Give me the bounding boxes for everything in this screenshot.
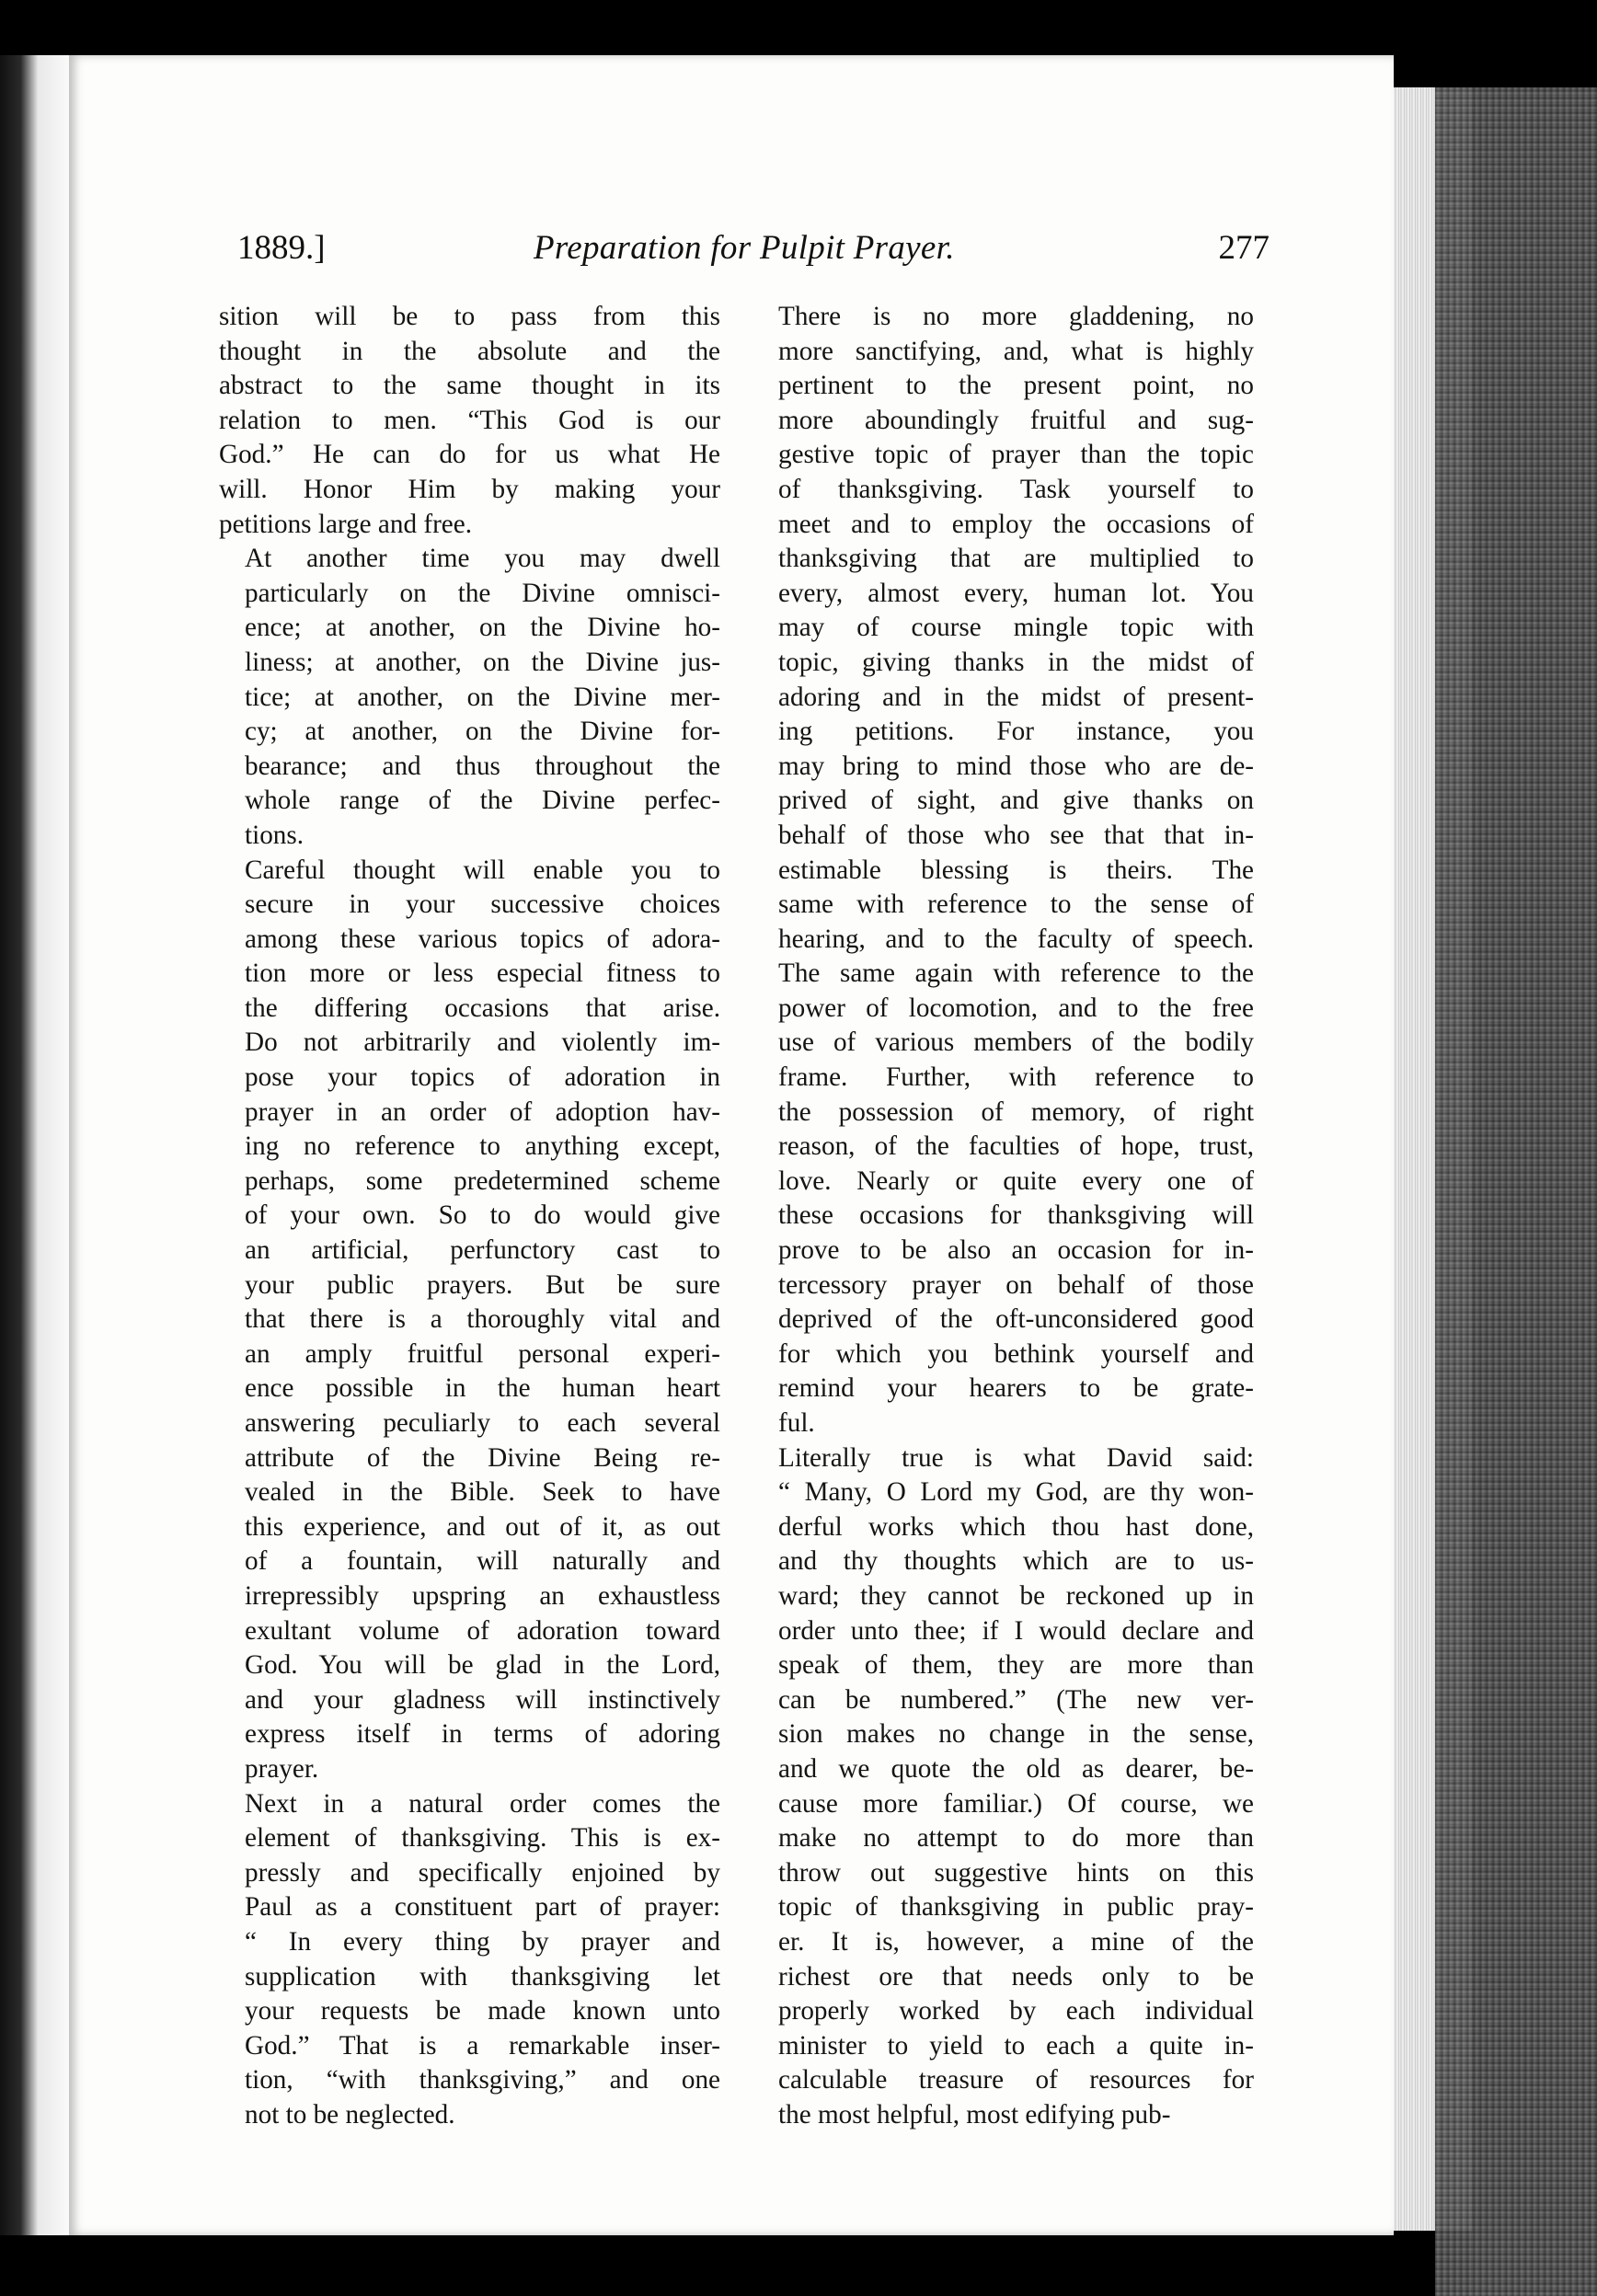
text-line: love. Nearly or quite every one of [778, 1165, 1254, 1196]
text-line: ing no reference to anything except, [245, 1131, 720, 1162]
text-line: reason, of the faculties of hope, trust, [778, 1131, 1254, 1162]
text-line: of thanksgiving. Task yourself to [778, 474, 1254, 504]
text-line: these occasions for thanksgiving will [778, 1200, 1254, 1231]
text-line: petitions large and free. [219, 509, 473, 539]
text-line: thanksgiving that are multiplied to [778, 544, 1254, 574]
header-year: 1889.] [237, 229, 326, 267]
text-line: tion, “with thanksgiving,” and one [245, 2065, 720, 2095]
text-line: cy; at another, on the Divine for- [245, 717, 720, 747]
left-column [219, 300, 720, 2132]
paragraph [219, 854, 720, 1787]
text-line: calculable treasure of resources for [778, 2065, 1254, 2095]
text-line: secure in your successive choices [245, 890, 720, 920]
text-line: Do not arbitrarily and violently im- [245, 1027, 720, 1058]
text-line: perhaps, some predetermined scheme [245, 1165, 720, 1196]
text-line: of a fountain, will naturally and [245, 1546, 720, 1577]
text-line: the differing occasions that arise. [245, 993, 720, 1023]
text-line: prove to be also an occasion for in- [778, 1235, 1254, 1266]
text-line: can be numbered.” (The new ver- [778, 1684, 1254, 1715]
paragraph [219, 542, 720, 853]
text-line: “ Many, O Lord my God, are thy won- [778, 1477, 1254, 1508]
text-line: of your own. So to do would give [245, 1200, 720, 1231]
text-line: ing petitions. For instance, you [778, 717, 1254, 747]
text-line: for which you bethink yourself and [778, 1338, 1254, 1369]
text-line: ence; at another, on the Divine ho- [245, 613, 720, 643]
text-line: the possession of memory, of right [778, 1096, 1254, 1127]
text-line: power of locomotion, and to the free [778, 993, 1254, 1023]
text-line: every, almost every, human lot. You [778, 578, 1254, 608]
text-line: sion makes no change in the sense, [778, 1719, 1254, 1750]
text-line: deprived of the oft-unconsidered good [778, 1304, 1254, 1335]
scan-binding-shadow [0, 55, 69, 2235]
text-line: liness; at another, on the Divine jus- [245, 647, 720, 677]
text-line: prived of sight, and give thanks on [778, 786, 1254, 816]
text-line: make no attempt to do more than [778, 1823, 1254, 1854]
text-line: among these various topics of adora- [245, 924, 720, 954]
text-line: hearing, and to the faculty of speech. [778, 924, 1254, 954]
text-line: God.” That is a remarkable inser- [245, 2030, 720, 2061]
paragraph [219, 1787, 720, 2133]
text-line: use of various members of the bodily [778, 1027, 1254, 1058]
text-line: may of course mingle topic with [778, 613, 1254, 643]
page-number: 277 [1218, 229, 1270, 267]
text-line: “ In every thing by prayer and [245, 1926, 720, 1957]
text-line: remind your hearers to be grate- [778, 1373, 1254, 1404]
text-line: throw out suggestive hints on this [778, 1857, 1254, 1888]
text-line: exultant volume of adoration toward [245, 1615, 720, 1646]
text-line: more sanctifying, and, what is highly [778, 336, 1254, 366]
text-line: will. Honor Him by making your [219, 474, 720, 504]
text-line: There is no more gladdening, no [778, 302, 1254, 331]
text-line: cause more familiar.) Of course, we [778, 1788, 1254, 1819]
text-line: abstract to the same thought in its [219, 371, 720, 401]
text-line: whole range of the Divine perfec- [245, 786, 720, 816]
text-line: gestive topic of prayer than the topic [778, 440, 1254, 470]
text-line: same with reference to the sense of [778, 890, 1254, 920]
text-line: relation to men. “This God is our [219, 405, 720, 435]
text-line: The same again with reference to the [778, 959, 1254, 989]
text-line: ward; they cannot be reckoned up in [778, 1580, 1254, 1611]
text-line: Literally true is what David said: [778, 1442, 1254, 1473]
text-line: tions. [245, 820, 304, 850]
text-line: speak of them, they are more than [778, 1650, 1254, 1681]
text-line: Next in a natural order comes the [245, 1788, 720, 1819]
text-line: your requests be made known unto [245, 1996, 720, 2026]
text-line: pertinent to the present point, no [778, 371, 1254, 401]
header-title: Preparation for Pulpit Prayer. [534, 229, 955, 267]
right-column [753, 300, 1254, 2132]
text-line: that there is a thoroughly vital and [245, 1304, 720, 1335]
text-line: frame. Further, with reference to [778, 1062, 1254, 1093]
text-line: minister to yield to each a quite in- [778, 2030, 1254, 2061]
text-line: Careful thought will enable you to [245, 855, 720, 885]
text-line: ful. [778, 1408, 815, 1438]
text-line: more aboundingly fruitful and sug- [778, 405, 1254, 435]
text-line: answering peculiarly to each several [245, 1408, 720, 1438]
text-line: adoring and in the midst of present- [778, 682, 1254, 712]
text-line: vealed in the Bible. Seek to have [245, 1477, 720, 1508]
text-line: an amply fruitful personal experi- [245, 1338, 720, 1369]
text-line: and your gladness will instinctively [245, 1684, 720, 1715]
text-line: God.” He can do for us what He [219, 440, 720, 470]
text-line: thought in the absolute and the [219, 336, 720, 366]
text-line: this experience, and out of it, as out [245, 1511, 720, 1542]
text-line: element of thanksgiving. This is ex- [245, 1823, 720, 1854]
running-header [237, 228, 1270, 283]
text-line: richest ore that needs only to be [778, 1961, 1254, 1992]
text-line: tice; at another, on the Divine mer- [245, 682, 720, 712]
text-line: derful works which thou hast done, [778, 1511, 1254, 1542]
paragraph [753, 300, 1254, 1441]
text-line: God. You will be glad in the Lord, [245, 1650, 720, 1681]
text-line: topic, giving thanks in the midst of [778, 647, 1254, 677]
text-line: tercessory prayer on behalf of those [778, 1269, 1254, 1300]
text-line: the most helpful, most edifying pub- [778, 2099, 1171, 2130]
text-line: ence possible in the human heart [245, 1373, 720, 1404]
text-line: behalf of those who see that that in- [778, 820, 1254, 850]
text-line: estimable blessing is theirs. The [778, 855, 1254, 885]
text-line: may bring to mind those who are de- [778, 751, 1254, 781]
text-line: properly worked by each individual [778, 1996, 1254, 2026]
text-line: supplication with thanksgiving let [245, 1961, 720, 1992]
text-line: meet and to employ the occasions of [778, 509, 1254, 539]
text-line: bearance; and thus throughout the [245, 751, 720, 781]
text-line: pressly and specifically enjoined by [245, 1857, 720, 1888]
text-line: tion more or less especial fitness to [245, 959, 720, 989]
text-line: an artificial, perfunctory cast to [245, 1235, 720, 1266]
text-line: not to be neglected. [245, 2099, 455, 2130]
text-line: prayer in an order of adoption hav- [245, 1096, 720, 1127]
text-line: particularly on the Divine omnisci- [245, 578, 720, 608]
book-fore-edge [1435, 87, 1597, 2296]
text-line: order unto thee; if I would declare and [778, 1615, 1254, 1646]
text-line: prayer. [245, 1753, 319, 1784]
text-line: At another time you may dwell [245, 544, 720, 574]
text-line: er. It is, however, a mine of the [778, 1926, 1254, 1957]
text-line: pose your topics of adoration in [245, 1062, 720, 1093]
text-line: Paul as a constituent part of prayer: [245, 1892, 720, 1923]
paragraph [753, 1441, 1254, 2133]
text-line: irrepressibly upspring an exhaustless [245, 1580, 720, 1611]
text-line: sition will be to pass from this [219, 302, 720, 331]
text-line: topic of thanksgiving in public pray- [778, 1892, 1254, 1923]
text-line: and we quote the old as dearer, be- [778, 1753, 1254, 1784]
text-line: and thy thoughts which are to us- [778, 1546, 1254, 1577]
text-line: your public prayers. But be sure [245, 1269, 720, 1300]
paragraph [219, 300, 720, 542]
text-line: attribute of the Divine Being re- [245, 1442, 720, 1473]
text-line: express itself in terms of adoring [245, 1719, 720, 1750]
